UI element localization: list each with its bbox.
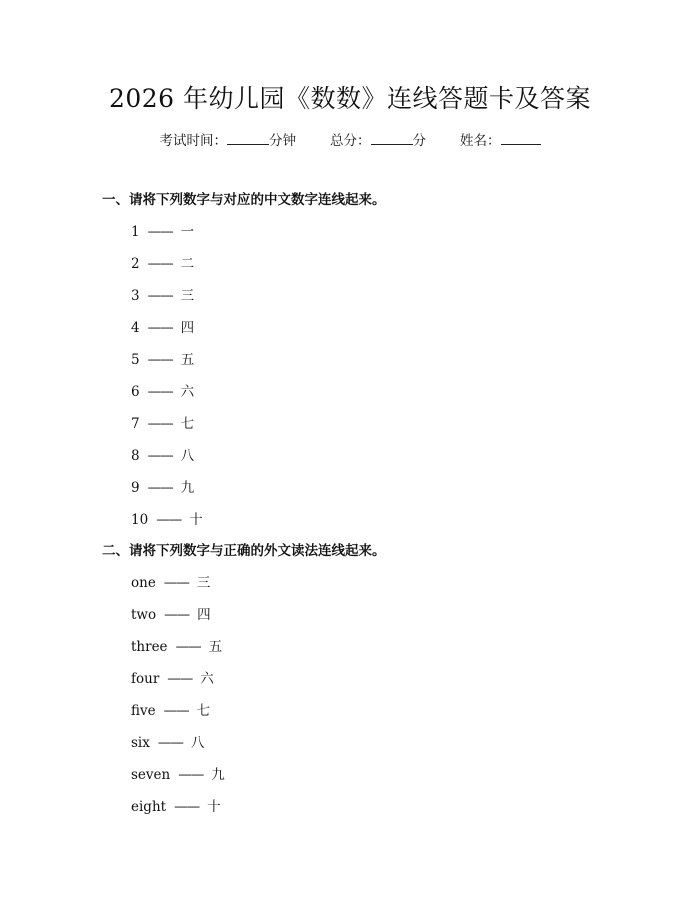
match-pair: [131, 254, 203, 286]
match-right: 三: [196, 575, 211, 591]
match-left: 2: [131, 256, 140, 272]
match-right: 八: [190, 735, 205, 751]
match-left: 9: [131, 480, 140, 496]
total-score-label: 总分：: [330, 133, 371, 149]
match-right: 二: [180, 256, 195, 272]
total-score-unit: 分: [412, 133, 426, 149]
match-connector: ——: [147, 256, 173, 272]
match-connector: ——: [147, 288, 173, 304]
match-left: two: [131, 607, 157, 623]
match-pair: [131, 765, 225, 797]
match-pair: [131, 446, 203, 478]
student-name-blank[interactable]: [501, 131, 541, 145]
match-pair: [131, 669, 225, 701]
match-connector: ——: [147, 320, 173, 336]
match-right: 九: [211, 767, 225, 783]
match-connector: ——: [163, 703, 189, 719]
match-left: four: [131, 671, 160, 687]
match-right: 十: [189, 512, 203, 528]
match-connector: ——: [147, 352, 173, 368]
match-left: 3: [131, 288, 140, 304]
match-pair: [131, 797, 225, 829]
match-pair: [131, 478, 203, 510]
match-connector: ——: [175, 639, 201, 655]
match-connector: ——: [147, 384, 173, 400]
match-right: 一: [180, 224, 195, 240]
match-pair: [131, 414, 203, 446]
section-1-list: [131, 222, 203, 542]
match-left: 10: [131, 512, 149, 528]
exam-time-blank[interactable]: [227, 131, 269, 145]
match-connector: ——: [156, 512, 182, 528]
page-title: 2026 年幼儿园《数数》连线答题卡及答案: [108, 84, 592, 113]
match-right: 七: [180, 416, 195, 432]
match-left: 8: [131, 448, 140, 464]
exam-time-field: [160, 131, 297, 151]
match-left: 6: [131, 384, 140, 400]
total-score-field: [330, 131, 426, 151]
section-2-heading: 二、请将下列数字与正确的外文读法连线起来。: [102, 543, 386, 559]
match-connector: ——: [147, 416, 173, 432]
match-left: three: [131, 639, 168, 655]
match-right: 四: [197, 607, 211, 623]
match-right: 七: [196, 703, 211, 719]
match-pair: [131, 318, 203, 350]
exam-time-label: 考试时间：: [159, 133, 227, 149]
match-right: 六: [200, 671, 214, 687]
match-pair: [131, 637, 225, 669]
match-connector: ——: [147, 448, 173, 464]
match-pair: [131, 350, 203, 382]
match-left: eight: [131, 799, 167, 815]
student-name-label: 姓名：: [460, 133, 501, 149]
match-connector: ——: [174, 799, 200, 815]
match-pair: [131, 701, 225, 733]
match-connector: ——: [147, 480, 173, 496]
match-pair: [131, 222, 203, 254]
match-pair: [131, 510, 203, 542]
match-left: 4: [131, 320, 140, 336]
section-1-heading: 一、请将下列数字与对应的中文数字连线起来。: [102, 192, 386, 208]
match-pair: [131, 382, 203, 414]
match-pair: [131, 573, 225, 605]
match-connector: ——: [147, 224, 173, 240]
match-right: 八: [180, 448, 195, 464]
match-right: 九: [180, 480, 195, 496]
match-right: 五: [208, 639, 223, 655]
match-right: 十: [207, 799, 221, 815]
match-pair: [131, 286, 203, 318]
match-left: 5: [131, 352, 140, 368]
match-right: 三: [180, 288, 195, 304]
match-connector: ——: [167, 671, 193, 687]
match-right: 六: [180, 384, 195, 400]
total-score-blank[interactable]: [371, 131, 413, 145]
match-connector: ——: [178, 767, 204, 783]
student-name-field: [460, 131, 541, 151]
exam-info-line: [0, 131, 700, 151]
match-pair: [131, 733, 225, 765]
match-right: 四: [180, 320, 195, 336]
match-right: 五: [180, 352, 195, 368]
match-pair: [131, 605, 225, 637]
match-left: seven: [131, 767, 171, 783]
match-left: 7: [131, 416, 140, 432]
match-connector: ——: [164, 607, 190, 623]
match-connector: ——: [163, 575, 189, 591]
match-connector: ——: [157, 735, 183, 751]
exam-time-unit: 分钟: [269, 133, 296, 149]
match-left: one: [131, 575, 156, 591]
section-2-list: [131, 573, 225, 829]
match-left: six: [131, 735, 150, 751]
match-left: 1: [131, 224, 140, 240]
match-left: five: [131, 703, 156, 719]
